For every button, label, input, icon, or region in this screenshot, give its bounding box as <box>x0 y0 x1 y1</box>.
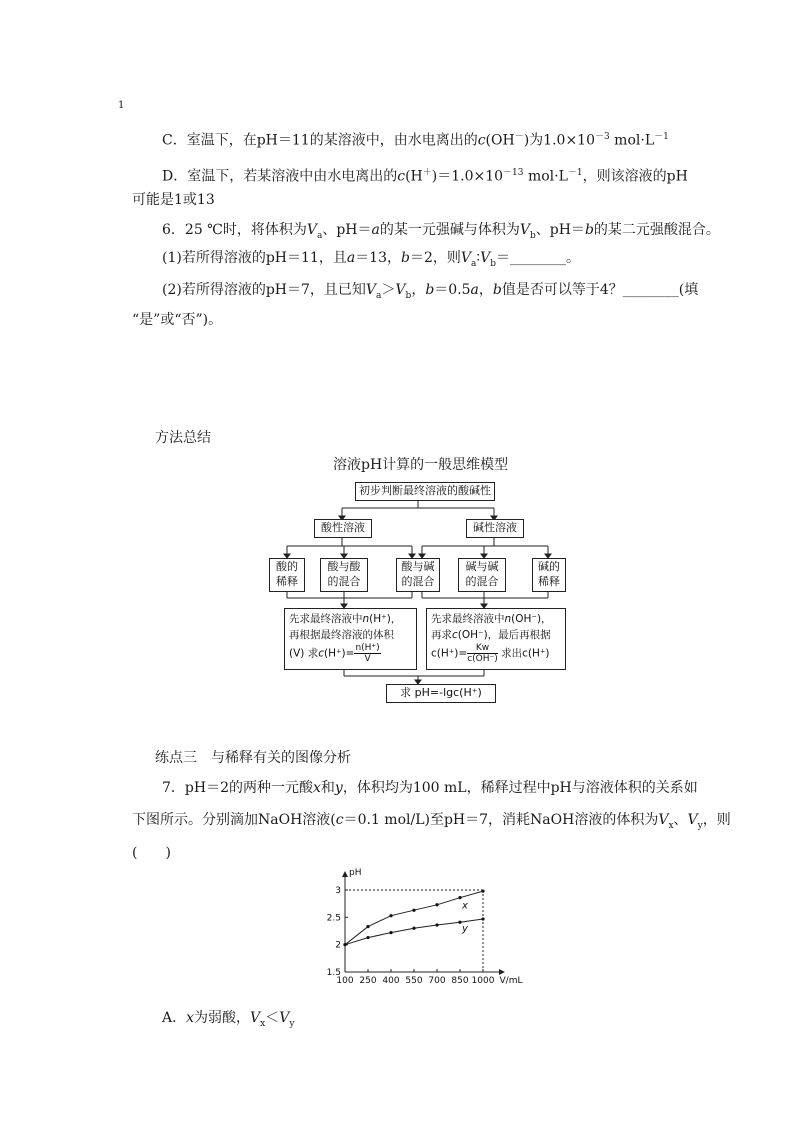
data-point-y <box>435 923 438 926</box>
option-a: A．x为弱酸，$V_x<V_y$ <box>162 1010 295 1029</box>
x-tick-label: 700 <box>428 976 446 986</box>
data-point-y <box>481 917 484 920</box>
x-tick-label: 100 <box>336 976 354 986</box>
data-point-y <box>389 931 392 934</box>
flow-basic-box: 碱性溶液 <box>466 519 524 538</box>
flow-acidic-box: 酸性溶液 <box>314 519 372 538</box>
flow-acid-acid-box: 酸与酸 的混合 <box>320 558 368 592</box>
y-tick-label: 2 <box>335 940 341 951</box>
data-point-x <box>458 896 461 899</box>
question-7-line2: 下图所示。分别滴加NaOH溶液(c＝0.1 mol/L)至pH＝7，消耗NaOH溶液的体积为$V_x$、$V_y$，则 <box>132 812 731 831</box>
question-6-part1: (1)若所得溶液的pH＝11，且a＝13，b＝2，则$V_a∶V_b=\_\_\_\_\_\_\_\_$。 <box>162 250 580 269</box>
flow-bottom-box: 求 pH=-lgc(H⁺) <box>386 684 496 703</box>
flowchart-title: 溶液pH计算的一般思维模型 <box>333 457 509 473</box>
option-d-line2: 可能是1或13 <box>132 192 215 208</box>
data-point-x <box>366 925 369 928</box>
series-label-x: x <box>462 900 468 912</box>
question-6: 6．25 ℃时，将体积为$V_a$、pH＝a的某一元强碱与体积为$V_b$、pH＝b的某二元强酸混合。 <box>162 222 720 241</box>
question-7-blank: ( ) <box>132 845 171 861</box>
flow-acid-dilution-box: 酸的 稀释 <box>269 558 305 592</box>
question-6-part2-line2: “是”或“否”)。 <box>132 312 223 328</box>
y-axis-label: pH <box>349 868 362 878</box>
flow-acid-base-box: 酸与碱 的混合 <box>396 558 440 592</box>
series-line-x <box>345 891 483 945</box>
x-axis-arrow <box>499 969 505 975</box>
flow-right-method-box: 先求最终溶液中n(OH⁻)， 再求c(OH⁻)，最后再根据 c(H⁺)= $\frac{Kw}{c(OH^-)}$ 求出c(H⁺) <box>426 608 566 670</box>
data-point-x <box>435 903 438 906</box>
flow-base-base-box: 碱与碱 的混合 <box>458 558 506 592</box>
y-tick-label: 3 <box>335 886 341 896</box>
y-tick-label: 1.5 <box>326 968 341 978</box>
page-number: 1 <box>118 100 125 111</box>
option-c: C．室温下，在pH＝11的某溶液中，由水电离出的c(OH－)为$1.0\times 10^{-3}$ $mol\cdot L^{-1}$ <box>162 132 669 149</box>
x-tick-label: 250 <box>359 976 377 986</box>
data-point-x <box>389 914 392 917</box>
x-tick-label: 1000 <box>471 976 495 986</box>
data-point-y <box>412 927 415 930</box>
flow-base-dilution-box: 碱的 稀释 <box>532 558 566 592</box>
data-point-x <box>481 889 484 892</box>
data-point-y <box>366 936 369 939</box>
ph-volume-chart <box>325 865 535 995</box>
x-tick-label: 850 <box>451 976 469 986</box>
x-tick-label: 550 <box>405 976 423 986</box>
data-point-x <box>412 909 415 912</box>
flowchart <box>262 478 574 704</box>
question-6-part2: (2)若所得溶液的pH＝7，且已知$V_a>V_b$，b＝0.5a，b值是否可以等于4？________(填 <box>162 282 699 301</box>
y-axis-arrow <box>342 871 348 877</box>
question-7-line1: 7．pH＝2的两种一元酸x和y，体积均为100 mL，稀释过程中pH与溶液体积的关系如 <box>162 780 698 796</box>
flow-left-method-box: 先求最终溶液中n(H⁺)， 再根据最终溶液的体积 (V) 求c(H⁺)= $\frac{n(H^+)}{V}$ <box>284 608 417 670</box>
option-d: D．室温下，若某溶液中由水电离出的$c(H^+)=1.0\times 10^{-13}$ $mol\cdot L^{-1}$，则该溶液的pH <box>162 168 688 185</box>
x-tick-label: 400 <box>382 976 400 986</box>
method-summary-title: 方法总结 <box>155 430 211 446</box>
section-3-heading: 练点三 与稀释有关的图像分析 <box>155 750 351 766</box>
series-label-y: y <box>462 923 468 935</box>
x-axis-label: V/mL <box>499 976 523 986</box>
data-point-y <box>343 943 346 946</box>
flow-top-box: 初步判断最终溶液的酸碱性 <box>355 482 495 501</box>
y-tick-label: 2.5 <box>326 913 341 924</box>
